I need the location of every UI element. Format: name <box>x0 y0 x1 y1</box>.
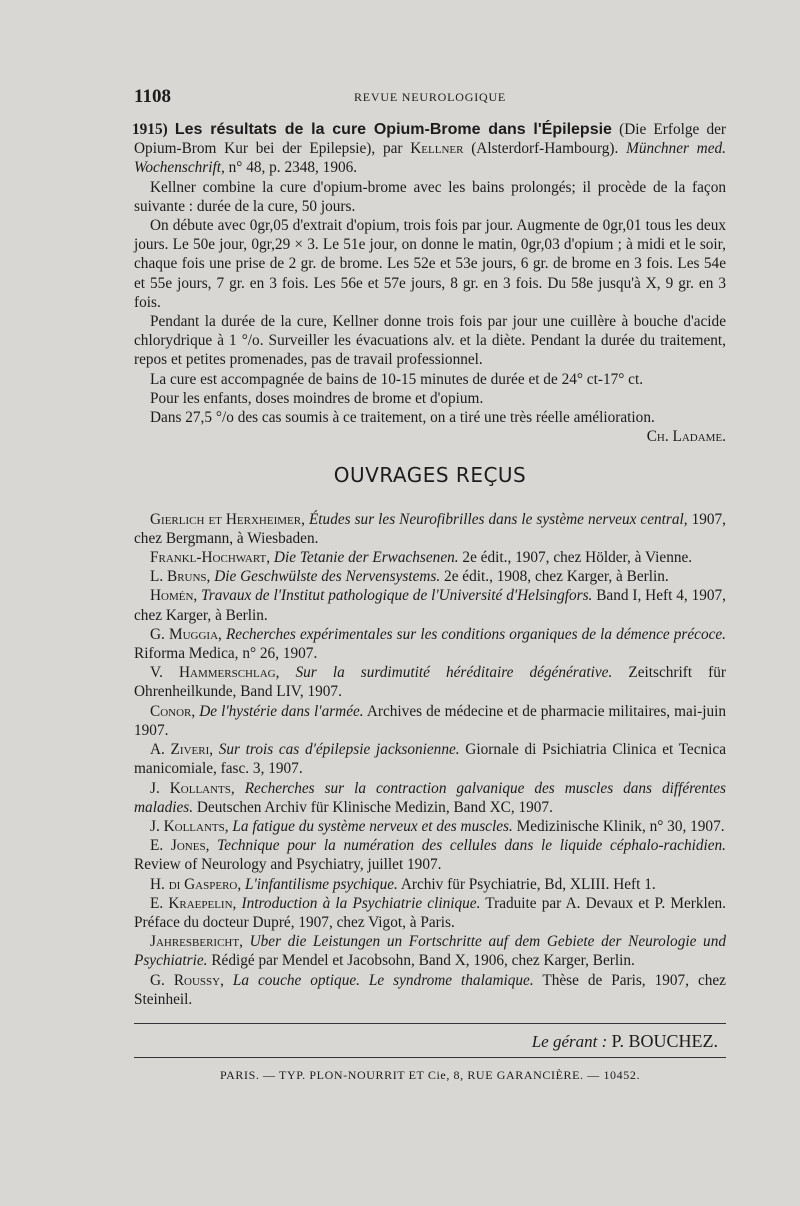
book-author: J. Kollants, <box>150 817 229 835</box>
book-title: Sur trois cas d'épilepsie jacksonienne. <box>218 741 460 759</box>
book-author: A. Ziveri, <box>150 741 214 759</box>
book-title: Technique pour la numération des cellules dans le liquide céphalo-rachidien. <box>217 837 727 855</box>
book-details: Review of Neurology and Psychiatry, juillet 1907. <box>134 856 442 874</box>
book-title: La fatigue du système nerveux et des muscles. <box>232 817 513 835</box>
book-entry <box>134 510 726 548</box>
book-title: Recherches expérimentales sur les conditions organiques de la démence précoce. <box>225 625 727 643</box>
book-author: Frankl-Hochwart, <box>150 549 271 567</box>
book-entry <box>134 779 726 817</box>
abstract-journal: Münchner med. Wochenschrift, <box>134 140 726 177</box>
book-title: Introduction à la Psychiatrie clinique. <box>241 894 481 912</box>
book-details: Archiv für Psychiatrie, Bd, XLIII. Heft 1. <box>397 875 656 893</box>
book-title: De l'hystérie dans l'armée. <box>199 702 364 720</box>
abstract-paragraph-last <box>134 408 726 427</box>
abstract-citation-a: (Die Erfolge der Opium-Brom Kur bei der Epilepsie), par <box>134 121 726 158</box>
book-author: G. Roussy, <box>150 971 224 989</box>
book-details: 2e édit., 1907, chez Hölder, à Vienne. <box>458 549 693 567</box>
book-details: 1907, chez Bergmann, à Wiesbaden. <box>134 510 726 547</box>
book-author: Gierlich et Herxheimer, <box>150 510 305 528</box>
book-details: Traduite par A. Devaux et P. Merklen. Préface du docteur Dupré, 1907, chez Vigot, à Paris. <box>134 894 726 931</box>
abstract-paragraph: Pour les enfants, doses moindres de brome et d'opium. <box>150 389 484 407</box>
abstract-paragraph: Pendant la durée de la cure, Kellner donne trois fois par jour une cuillère à bouche d'acide chlorydrique à 1 °/o. Surveiller les évacuations alv. et la diète. Pendant la durée du traitement, repos et petites promenades, pas de travail professionnel. <box>134 313 726 369</box>
book-title: Uber die Leistungen un Fortschritte auf dem Gebiete der Neurologie und Psychiatrie. <box>134 933 726 970</box>
book-details: Band I, Heft 4, 1907, chez Karger, à Berlin. <box>134 587 726 624</box>
section-title: OUVRAGES REÇUS <box>333 463 527 488</box>
abstract-paragraph: On débute avec 0gr,05 d'extrait d'opium, trois fois par jour. Augmente de 0gr,01 tous les deux jours. Le 50e jour, 0gr,29 × 3. Le 51e jour, on donne le matin, 0gr,03 d'opium ; à midi et le soir, chaque fois une prise de 2 gr. de brome. Les 52e et 53e jours, 6 gr. de brome en 3 fois. Les 54e et 55e jours, 7 gr. en 3 fois. Les 56e et 57e jours, 8 gr. en 3 fois. Du 58e jusqu'à X, 9 gr. en 3 fois. <box>134 217 726 311</box>
book-author: G. Muggia, <box>150 625 222 643</box>
book-details: Archives de médecine et de pharmacie militaires, mai-juin 1907. <box>134 702 726 739</box>
book-title: Travaux de l'Institut pathologique de l'Université d'Helsingfors. <box>201 587 593 605</box>
book-entry <box>134 625 726 663</box>
book-entry <box>134 702 726 740</box>
running-title: REVUE NEUROLOGIQUE <box>354 90 507 104</box>
abstract-author: Kellner <box>410 140 464 158</box>
page-number: 1108 <box>134 86 171 107</box>
abstract-number: 1915) <box>132 121 168 138</box>
book-entry <box>134 817 726 836</box>
abstract-citation-c: n° 48, p. 2348, 1906. <box>224 159 358 177</box>
book-details: Riforma Medica, n° 26, 1907. <box>134 645 318 663</box>
book-entry <box>134 971 726 1009</box>
book-author: J. Kollants, <box>150 779 235 797</box>
book-details: 2e édit., 1908, chez Karger, à Berlin. <box>440 568 669 586</box>
abstract-paragraph: La cure est accompagnée de bains de 10-15 minutes de durée et de 24° ct-17° ct. <box>150 370 644 388</box>
page-header <box>134 86 728 110</box>
book-entry <box>134 932 726 970</box>
book-details: Medizinische Klinik, n° 30, 1907. <box>512 817 725 835</box>
abstract-heading <box>134 120 726 178</box>
book-entry <box>134 836 726 874</box>
book-entry <box>134 740 726 778</box>
book-entry <box>134 586 726 624</box>
book-details: Giornale di Psichiatria Clinica et Tecnica manicomiale, fasc. 3, 1907. <box>134 741 726 778</box>
abstract-last-text: Dans 27,5 °/o des cas soumis à ce traitement, on a tiré une très réelle amélioration. <box>150 409 655 427</box>
book-title: La couche optique. Le syndrome thalamique. <box>232 971 534 989</box>
abstract-citation-b: (Alsterdorf-Hambourg). <box>463 140 627 158</box>
printer-imprint: PARIS. — TYP. PLON-NOURRIT ET Cie, 8, RUE GARANCIÈRE. — 10452. <box>219 1068 641 1083</box>
book-author: H. di Gaspero, <box>150 875 242 893</box>
imprint-rule <box>134 1057 726 1058</box>
book-author: V. Hammerschlag, <box>150 664 280 682</box>
abstract-title: Les résultats de la cure Opium-Brome dans l'Épilepsie <box>174 121 612 138</box>
book-author: L. Bruns, <box>150 568 211 586</box>
book-entry <box>134 663 726 701</box>
book-title: L'infantilisme psychique. <box>245 875 398 893</box>
book-title: Recherches sur la contraction galvanique des muscles dans différentes maladies. <box>134 779 726 816</box>
book-title: Die Geschwülste des Nervensystems. <box>214 568 441 586</box>
book-entry <box>134 875 726 894</box>
book-author: Conor, <box>150 702 196 720</box>
page-content <box>134 120 726 1085</box>
book-title: Sur la surdimutité héréditaire dégénérative. <box>295 664 613 682</box>
book-author: Jahresbericht, <box>150 933 243 951</box>
book-details: Thèse de Paris, 1907, chez Steinheil. <box>134 971 726 1008</box>
gerant-label: Le gérant : <box>531 1031 608 1051</box>
book-details: Rédigé par Mendel et Jacobsohn, Band X, 1906, chez Karger, Berlin. <box>207 952 635 970</box>
gerant-line <box>134 1032 726 1051</box>
book-author: E. Kraepelin, <box>150 894 237 912</box>
book-title: Études sur les Neurofibrilles dans le système nerveux central, <box>308 510 688 528</box>
footer-rule <box>134 1023 726 1024</box>
book-details: Zeitschrift für Ohrenheilkunde, Band LIV, 1907. <box>134 664 726 701</box>
book-title: Die Tetanie der Erwachsenen. <box>273 549 459 567</box>
book-entry <box>134 894 726 932</box>
abstract-signature: Ch. Ladame. <box>646 428 726 446</box>
book-entry <box>134 548 726 567</box>
book-entry <box>134 567 726 586</box>
book-author: E. Jones, <box>150 837 210 855</box>
book-author: Homén, <box>150 587 198 605</box>
abstract-signature-line <box>134 427 726 446</box>
book-details: Deutschen Archiv für Klinische Medizin, Band XC, 1907. <box>193 798 553 816</box>
abstract-paragraph: Kellner combine la cure d'opium-brome avec les bains prolongés; il procède de la façon suivante : durée de la cure, 50 jours. <box>134 178 726 215</box>
gerant-name: P. BOUCHEZ. <box>611 1030 718 1051</box>
